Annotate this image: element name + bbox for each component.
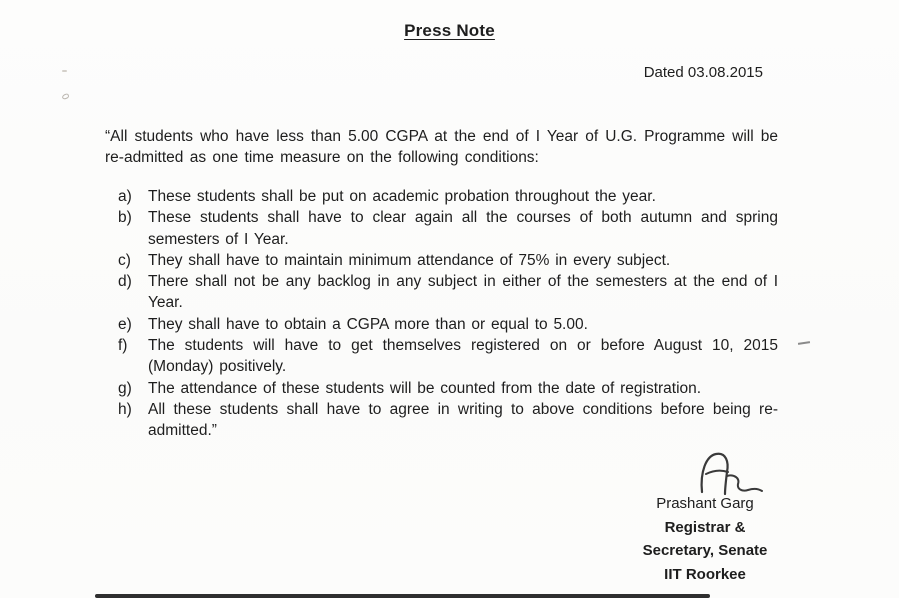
signature-icon — [696, 450, 766, 496]
list-item — [118, 271, 778, 314]
list-item-letter: f) — [118, 337, 128, 355]
list-item — [118, 207, 778, 250]
signer-organization: IIT Roorkee — [664, 565, 746, 583]
signer-designation-2: Secretary, Senate — [642, 542, 768, 559]
list-item-letter: a) — [118, 188, 132, 205]
list-item-letter: b) — [118, 209, 132, 227]
scan-artifact-speck — [61, 93, 69, 100]
signature-block — [610, 492, 800, 586]
list-item — [118, 186, 778, 207]
list-item-text: These students shall have to clear again all the courses of both autumn and spring semesters of I Year. — [148, 209, 778, 248]
scan-artifact-speck-small — [62, 70, 67, 72]
list-item-letter: h) — [118, 400, 132, 418]
scan-artifact-dash — [798, 341, 810, 345]
list-item — [118, 250, 778, 271]
list-item — [118, 335, 778, 378]
list-item-text: The attendance of these students will be counted from the date of registration. — [148, 379, 702, 397]
list-item-text: The students will have to get themselves registered on or before August 10, 2015 (Monday) positively. — [148, 337, 778, 376]
list-item-text: These students shall be put on academic probation throughout the year. — [148, 188, 656, 205]
document-date: Dated 03.08.2015 — [643, 64, 763, 81]
document-title-text: Press Note — [404, 21, 495, 40]
intro-paragraph: “All students who have less than 5.00 CGPA at the end of I Year of U.G. Programme will be re-admitted as one time measure on the following conditions: — [105, 128, 778, 167]
list-item-letter: g) — [118, 379, 132, 397]
list-item-letter: c) — [118, 251, 131, 269]
list-item-letter: e) — [118, 315, 132, 333]
list-item-text: They shall have to obtain a CGPA more than or equal to 5.00. — [148, 315, 588, 333]
list-item-text: All these students shall have to agree in writing to above conditions before being re-admitted.” — [148, 400, 778, 440]
list-item-text: There shall not be any backlog in any subject in either of the semesters at the end of I Year. — [148, 273, 778, 312]
list-item-letter: d) — [118, 273, 132, 291]
scan-artifact-bottom-line — [95, 594, 710, 598]
list-item-text: They shall have to maintain minimum attendance of 75% in every subject. — [148, 251, 671, 269]
document-title — [0, 21, 899, 41]
list-item — [118, 378, 778, 399]
signer-name: Prashant Garg — [656, 495, 754, 512]
list-item — [118, 314, 778, 335]
list-item — [118, 399, 778, 442]
conditions-list — [118, 186, 778, 442]
signer-designation-1: Registrar & — [664, 518, 746, 536]
